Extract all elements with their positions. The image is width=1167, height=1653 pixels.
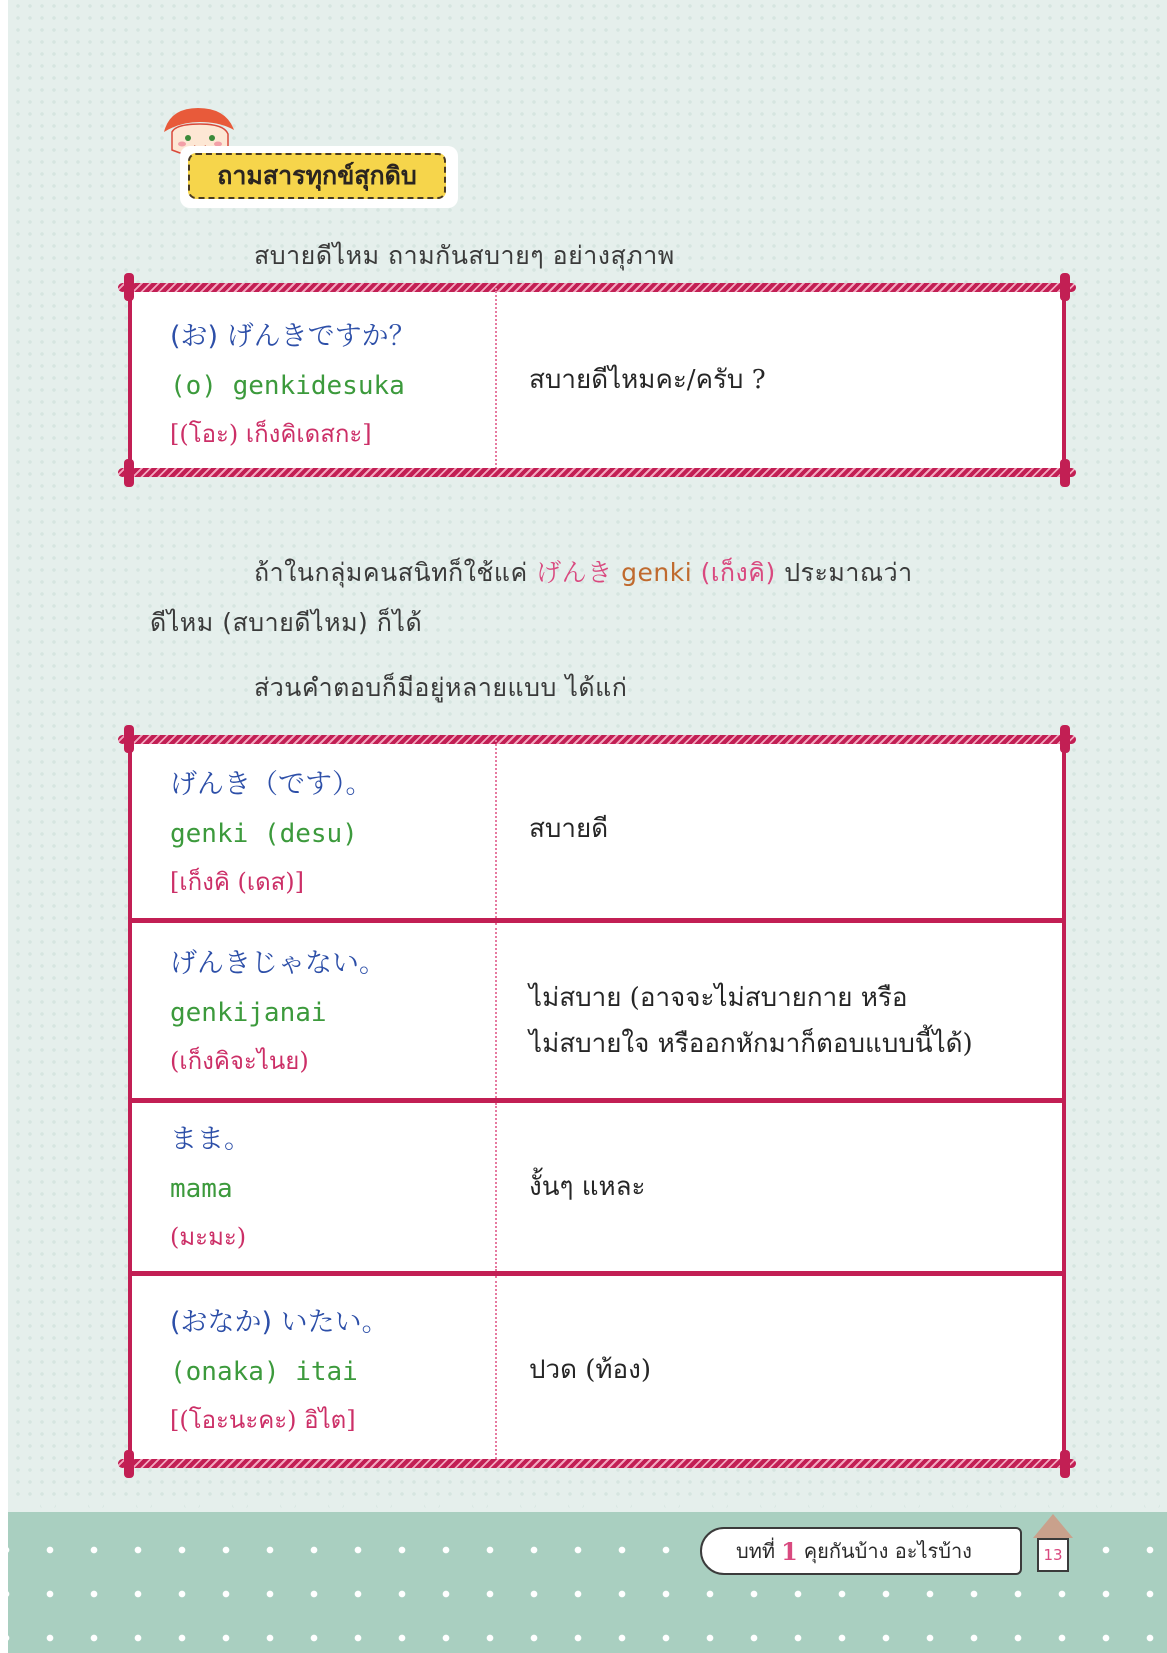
rope-border-bottom xyxy=(118,468,1076,477)
section-title: ถามสารทุกข์สุกดิบ xyxy=(188,153,446,199)
japanese-phrase: げんき（です）。 xyxy=(170,769,373,800)
japanese-phrase: げんきじゃない。 xyxy=(170,948,386,979)
phrase-table-question xyxy=(128,288,1066,472)
table-row xyxy=(132,1271,1062,1463)
page-number: 13 xyxy=(1037,1538,1069,1572)
intro-text: สบายดีไหม ถามกันสบายๆ อย่างสุภาพ xyxy=(254,241,675,270)
thai-reading: [(โอะนะคะ) อิไต] xyxy=(170,1406,356,1434)
highlight-romaji: genki xyxy=(621,558,693,587)
romaji: (onaka) itai xyxy=(170,1357,358,1387)
table-row xyxy=(132,740,1062,918)
answers-intro: ส่วนคำตอบก็มีอยู่หลายแบบ ได้แก่ xyxy=(254,673,628,702)
romaji: (o) genkidesuka xyxy=(170,371,405,401)
meaning: ปวด (ท้อง) xyxy=(529,1354,651,1385)
thai-reading: (มะมะ) xyxy=(170,1223,247,1251)
thai-reading: [เก็งคิ (เดส)] xyxy=(170,868,305,896)
phrase-table-answers xyxy=(128,740,1066,1463)
table-row xyxy=(132,288,1062,472)
chapter-label: บทที่ 1 คุยกันบ้าง อะไรบ้าง xyxy=(700,1527,1022,1575)
meaning: สบายดีไหมคะ/ครับ ? xyxy=(529,365,766,395)
page-edge xyxy=(0,0,8,1653)
japanese-phrase: (おなか) いたい。 xyxy=(170,1307,389,1338)
explanation-line-1: ถ้าในกลุ่มคนสนิทก็ใช้แค่ げんき genki (เก็งคิ) ประมาณว่า xyxy=(254,558,913,587)
romaji: genkijanai xyxy=(170,998,327,1028)
house-roof-icon xyxy=(1033,1514,1073,1538)
japanese-phrase: まま。 xyxy=(170,1124,251,1155)
table-row xyxy=(132,1098,1062,1271)
meaning-line-2: ไม่สบายใจ หรืออกหักมาก็ตอบแบบนี้ได้) xyxy=(529,1028,973,1059)
thai-reading: (เก็งคิจะไนย) xyxy=(170,1047,309,1075)
highlight-reading: (เก็งคิ) xyxy=(700,558,776,587)
japanese-phrase: (お) げんきですか？ xyxy=(170,321,416,352)
meaning: สบายดี xyxy=(529,814,609,844)
meaning-line-1: ไม่สบาย (อาจจะไม่สบายกาย หรือ xyxy=(529,982,908,1013)
table-row xyxy=(132,918,1062,1098)
section-header xyxy=(150,104,470,214)
highlight-japanese: げんき xyxy=(536,558,613,587)
romaji: genki (desu) xyxy=(170,819,358,849)
chapter-number: 1 xyxy=(781,1536,798,1566)
meaning: งั้นๆ แหละ xyxy=(529,1172,646,1202)
thai-reading: [(โอะ) เก็งคิเดสกะ] xyxy=(170,420,372,448)
romaji: mama xyxy=(170,1174,233,1204)
chapter-title: คุยกันบ้าง อะไรบ้าง xyxy=(803,1539,972,1563)
explanation-line-2: ดีไหม (สบายดีไหม) ก็ได้ xyxy=(150,608,423,637)
rope-border-bottom xyxy=(118,1459,1076,1468)
